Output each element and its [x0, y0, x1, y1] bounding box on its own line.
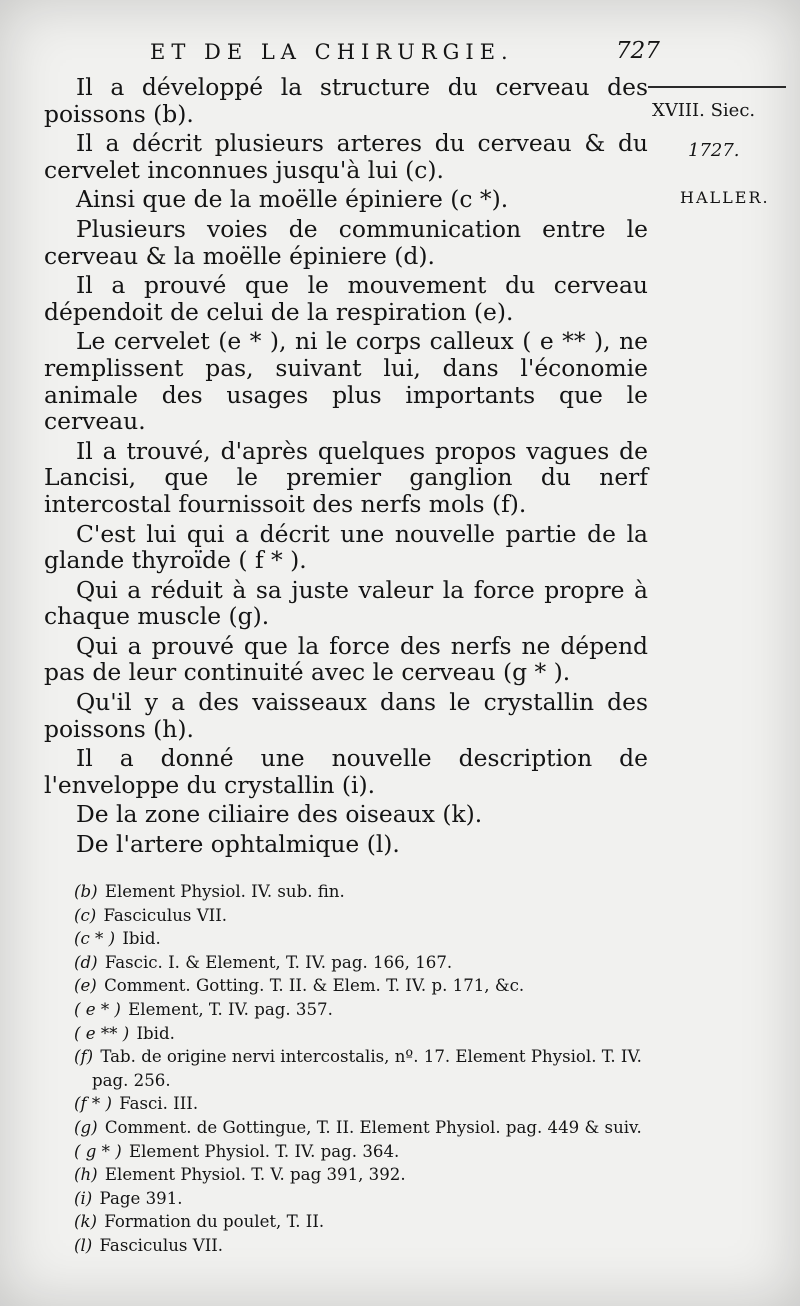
- footnote: [74, 1116, 664, 1140]
- footnote: [74, 880, 664, 904]
- footnote: [74, 1045, 664, 1092]
- footnote: [74, 1140, 664, 1164]
- margin-rule: [648, 86, 786, 88]
- footnote: [74, 927, 664, 951]
- footnote-text: Ibid.: [122, 929, 161, 949]
- footnote-text: Comment. de Gottingue, T. II. Element Physiol. pag. 449 & suiv.: [104, 1117, 642, 1137]
- footnote: [74, 951, 664, 975]
- footnote-text: Element Physiol. T. IV. pag. 364.: [128, 1141, 400, 1161]
- footnote-mark: (e): [74, 976, 97, 996]
- footnote-text: Fascic. I. & Element, T. IV. pag. 166, 167.: [104, 952, 453, 972]
- footnote-text: Fasciculus VII.: [103, 905, 228, 925]
- footnote-text: Element Physiol. T. V. pag 391, 392.: [104, 1165, 406, 1185]
- paragraph: Qu'il y a des vaisseaux dans le crystallin des poissons (h).: [44, 688, 648, 743]
- paragraph: Il a développé la structure du cerveau des poissons (b).: [44, 73, 648, 128]
- paragraph: Qui a prouvé que la force des nerfs ne dépend pas de leur continuité avec le cerveau (g * ).: [44, 631, 648, 687]
- footnote: [74, 1234, 664, 1258]
- paragraph: Qui a réduit à sa juste valeur la force propre à chaque muscle (g).: [44, 575, 648, 631]
- footnote-text: Element, T. IV. pag. 357.: [128, 999, 333, 1019]
- running-head: [150, 36, 670, 70]
- page-number: 727: [616, 38, 660, 64]
- footnote-mark: ( e * ): [74, 999, 121, 1019]
- footnote-mark: ( g * ): [74, 1141, 122, 1161]
- footnote: [74, 998, 664, 1022]
- footnotes: [74, 880, 664, 1258]
- paragraph: De l'artere ophtalmique (l).: [76, 830, 400, 859]
- paragraph: De la zone ciliaire des oiseaux (k).: [76, 800, 483, 829]
- footnote-mark: (b): [74, 882, 98, 901]
- margin-note-year: 1727.: [688, 140, 740, 161]
- paragraph: C'est lui qui a décrit une nouvelle partie de la glande thyroïde ( f * ).: [44, 519, 648, 575]
- margin-note-century: XVIII. Siec.: [652, 100, 756, 121]
- footnote-text: Tab. de origine nervi intercostalis, nº. 17. Element Physiol. T. IV. pag. 256.: [92, 1047, 642, 1090]
- footnote-text: Ibid.: [136, 1023, 175, 1043]
- footnote: [74, 1163, 664, 1187]
- footnote-mark: (h): [74, 1165, 98, 1185]
- main-text: [44, 74, 648, 858]
- footnote: [74, 904, 664, 928]
- footnote-text: Comment. Gotting. T. II. & Elem. T. IV. p. 171, &c.: [104, 976, 525, 996]
- paragraph: Il a donné une nouvelle description de l'enveloppe du crystallin (i).: [44, 744, 648, 799]
- footnote-text: Fasciculus VII.: [99, 1235, 224, 1255]
- footnote: [74, 974, 664, 998]
- footnote-text: Formation du poulet, T. II.: [104, 1212, 325, 1232]
- footnote: [74, 1210, 664, 1234]
- footnote-text: Page 391.: [99, 1188, 183, 1208]
- footnote-mark: (l): [74, 1235, 93, 1255]
- paragraph: Il a décrit plusieurs arteres du cerveau & du cervelet inconnues jusqu'à lui (c).: [44, 129, 648, 184]
- footnote: [74, 1022, 664, 1046]
- footnote-text: Element Physiol. IV. sub. fin.: [104, 882, 345, 901]
- margin-note-name: HALLER.: [680, 188, 770, 207]
- footnote: [74, 1092, 664, 1116]
- running-title: ET DE LA CHIRURGIE.: [150, 40, 514, 64]
- footnote-mark: (d): [74, 952, 98, 972]
- footnote-mark: ( e ** ): [74, 1023, 130, 1043]
- footnote-mark: (g): [74, 1117, 98, 1137]
- footnote-mark: (c): [74, 905, 97, 925]
- paragraph: Il a prouvé que le mouvement du cerveau dépendoit de celui de la respiration (e).: [44, 271, 648, 326]
- footnote-text: Fasci. III.: [119, 1094, 199, 1114]
- footnote: [74, 1187, 664, 1211]
- footnote-mark: (k): [74, 1212, 98, 1232]
- footnote-mark: (f): [74, 1047, 94, 1067]
- footnote-mark: (i): [74, 1188, 93, 1208]
- paragraph: Plusieurs voies de communication entre le cerveau & la moëlle épiniere (d).: [44, 214, 648, 270]
- footnote-mark: (f * ): [74, 1094, 112, 1114]
- paragraph: Le cervelet (e * ), ni le corps calleux ( e ** ), ne remplissent pas, suivant lui, dans l'économie animale des usages plus importants que le cerveau.: [44, 327, 648, 436]
- paragraph: Ainsi que de la moëlle épiniere (c *).: [76, 185, 509, 214]
- footnote-mark: (c * ): [74, 929, 116, 949]
- paragraph: Il a trouvé, d'après quelques propos vagues de Lancisi, que le premier ganglion du nerf intercostal fournissoit des nerfs mols (f).: [44, 436, 648, 518]
